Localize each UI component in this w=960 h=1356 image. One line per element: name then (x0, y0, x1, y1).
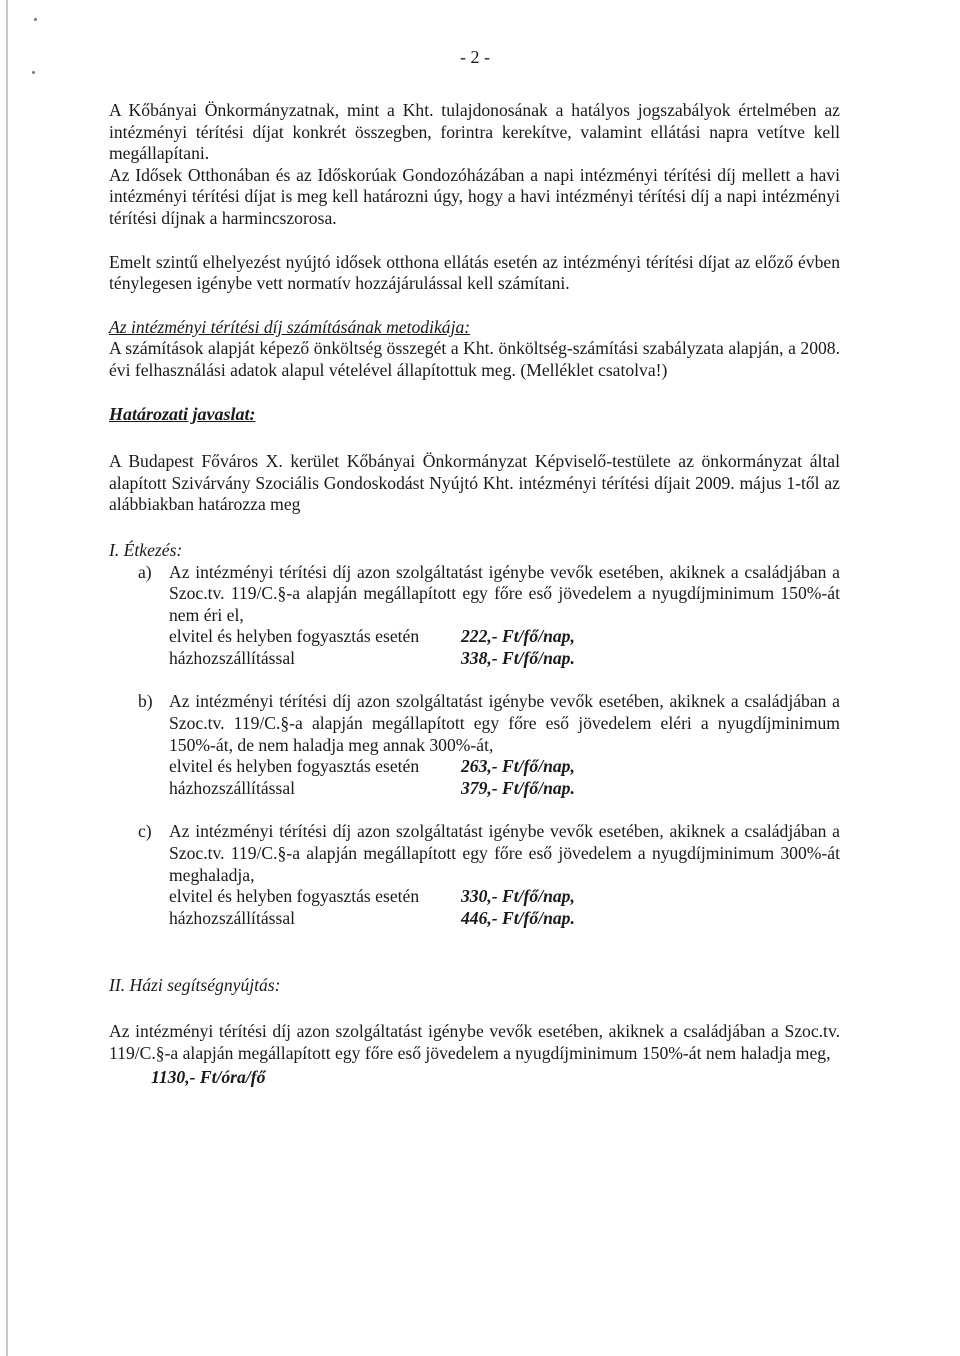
section-2-price: 1130,- Ft/óra/fő (151, 1067, 266, 1088)
price-line (169, 778, 840, 800)
price-line-desc: elvitel és helyben fogyasztás esetén (169, 886, 420, 907)
proposal-heading: Határozati javaslat: (109, 403, 256, 424)
page-number: - 2 - (460, 47, 490, 67)
section-2-title: II. Házi segítségnyújtás: (109, 975, 281, 996)
section-1-item-b (109, 691, 840, 799)
price-line (169, 756, 840, 778)
section-1-item-a (109, 562, 840, 670)
section-1-title: I. Étkezés: (109, 539, 183, 560)
item-text: Az intézményi térítési díj azon szolgáltatást igénybe vevők esetében, akiknek a családjában a Szoc.tv. 119/C.§-a alapján megállapított egy főre eső jövedelem a nyugdíjminimum 150%-át nem éri el, (169, 561, 840, 625)
scan-left-edge (6, 0, 8, 1356)
intro-paragraph-1: A Kőbányai Önkormányzatnak, mint a Kht. tulajdonosának a hatályos jogszabályok értelmében az intézményi térítési díjat konkrét összegben, forintra kerekítve, valamint ellátási napra vetítve kell megállapítani. (109, 100, 840, 164)
item-text: Az intézményi térítési díj azon szolgáltatást igénybe vevők esetében, akiknek a családjában a Szoc.tv. 119/C.§-a alapján megállapított egy főre eső jövedelem a nyugdíjminimum 300%-át meghaladja, (169, 821, 840, 885)
methodology-text: A számítások alapját képező önköltség összegét a Kht. önköltség-számítási szabályzata alapján, a 2008. évi felhasználási adatok alapul vételével állapítottuk meg. (Melléklet csatolva!) (109, 338, 840, 380)
price-line (169, 648, 840, 670)
item-text: Az intézményi térítési díj azon szolgáltatást igénybe vevők esetében, akiknek a családjában a Szoc.tv. 119/C.§-a alapján megállapított egy főre eső jövedelem eléri a nyugdíjminimum 150%-át, de nem haladja meg annak 300%-át, (169, 691, 840, 755)
section-2-text: Az intézményi térítési díj azon szolgáltatást igénybe vevők esetében, akiknek a családjában a Szoc.tv. 119/C.§-a alapján megállapított egy főre eső jövedelem a nyugdíjminimum 150%-át nem haladja meg, (109, 1021, 840, 1063)
price-value: 330,- Ft/fő/nap, (461, 886, 575, 907)
price-line-desc: elvitel és helyben fogyasztás esetén (169, 626, 420, 647)
price-line-desc: házhozszállítással (169, 907, 296, 928)
document-body (109, 100, 840, 1089)
item-label: c) (138, 821, 152, 842)
price-line (169, 886, 840, 908)
price-value: 222,- Ft/fő/nap, (461, 626, 575, 647)
scan-speck (32, 71, 35, 74)
price-line (169, 908, 840, 930)
price-value: 263,- Ft/fő/nap, (461, 756, 575, 777)
scan-speck (34, 18, 37, 21)
price-line-desc: házhozszállítással (169, 777, 296, 798)
item-label: b) (138, 691, 153, 712)
section-1-item-c (109, 821, 840, 929)
methodology-title: Az intézményi térítési díj számításának metodikája: (109, 316, 471, 337)
proposal-text: A Budapest Főváros X. kerület Kőbányai Önkormányzat Képviselő-testülete az önkormányzat által alapított Szivárvány Szociális Gondoskodást Nyújtó Kht. intézményi térítési díjait 2009. május 1-től az alábbiakban határozza meg (109, 451, 840, 515)
price-value: 446,- Ft/fő/nap. (461, 907, 575, 928)
intro-paragraph-3: Emelt szintű elhelyezést nyújtó idősek otthona ellátás esetén az intézményi térítési díjat az előző évben ténylegesen igénybe vett normatív hozzájárulással kell számítani. (109, 251, 840, 294)
price-line-desc: házhozszállítással (169, 647, 296, 668)
price-value: 338,- Ft/fő/nap. (461, 647, 575, 668)
intro-paragraph-2: Az Idősek Otthonában és az Időskorúak Gondozóházában a napi intézményi térítési díj mellett a havi intézményi térítési díjat is meg kell határozni úgy, hogy a havi intézményi térítési díj a napi intézményi térítési díjnak a harmincszorosa. (109, 164, 840, 228)
price-value: 379,- Ft/fő/nap. (461, 777, 575, 798)
item-label: a) (138, 561, 152, 582)
price-line-desc: elvitel és helyben fogyasztás esetén (169, 756, 420, 777)
price-line (169, 626, 840, 648)
